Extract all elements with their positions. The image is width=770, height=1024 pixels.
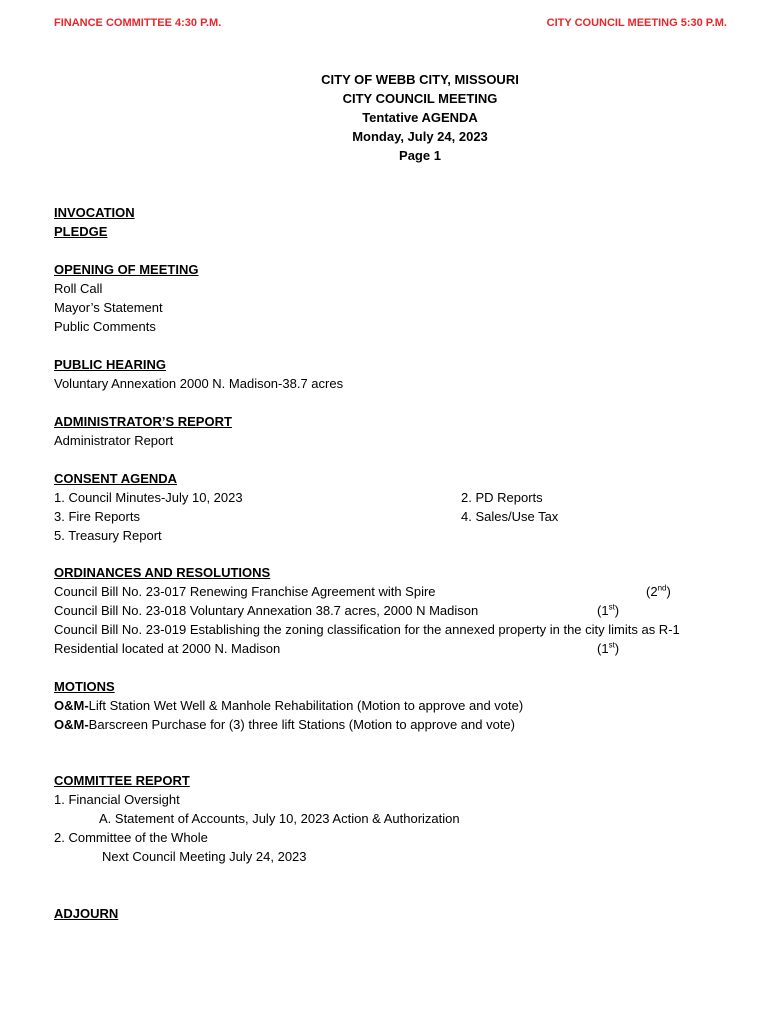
- committee-heading: COMMITTEE REPORT: [54, 773, 190, 788]
- list-item: Mayor’s Statement: [54, 300, 163, 315]
- opening-section: [54, 260, 198, 336]
- consent-heading: CONSENT AGENDA: [54, 471, 178, 486]
- list-item: 1. Council Minutes-July 10, 2023: [54, 490, 243, 505]
- opening-heading: OPENING OF MEETING: [54, 262, 199, 277]
- finance-committee-time: FINANCE COMMITTEE 4:30 P.M.: [54, 17, 222, 29]
- list-item: A. Statement of Accounts, July 10, 2023 Action & Authorization: [99, 811, 460, 826]
- bill2-reading: (1st): [597, 602, 620, 618]
- invocation-section: [54, 203, 135, 241]
- bill1-reading: (2nd): [646, 583, 671, 599]
- city-council-meeting-time: CITY COUNCIL MEETING 5:30 P.M.: [546, 17, 727, 29]
- ordinances-heading: ORDINANCES AND RESOLUTIONS: [54, 565, 271, 580]
- table-row: Residential located at 2000 N. Madison: [54, 641, 281, 656]
- meeting-name: CITY COUNCIL MEETING: [342, 91, 498, 106]
- motions-section: [54, 677, 523, 734]
- public-hearing-section: [54, 355, 343, 393]
- administrator-heading: ADMINISTRATOR’S REPORT: [54, 414, 232, 429]
- pledge-heading: PLEDGE: [54, 224, 108, 239]
- list-item: 2. Committee of the Whole: [54, 830, 208, 845]
- table-row: Council Bill No. 23-018 Voluntary Annexation 38.7 acres, 2000 N Madison: [54, 603, 479, 618]
- list-item: 3. Fire Reports: [54, 509, 140, 524]
- list-item: 5. Treasury Report: [54, 528, 162, 543]
- list-item: 4. Sales/Use Tax: [461, 509, 559, 524]
- list-item: Public Comments: [54, 319, 156, 334]
- adjourn-heading: ADJOURN: [54, 906, 119, 921]
- city-name: CITY OF WEBB CITY, MISSOURI: [321, 72, 519, 87]
- list-item: Administrator Report: [54, 433, 174, 448]
- invocation-heading: INVOCATION: [54, 205, 135, 220]
- list-item: O&M-Lift Station Wet Well & Manhole Rehabilitation (Motion to approve and vote): [54, 698, 524, 713]
- table-row: Council Bill No. 23-017 Renewing Franchise Agreement with Spire: [54, 584, 436, 599]
- list-item: Next Council Meeting July 24, 2023: [102, 849, 307, 864]
- list-item: 2. PD Reports: [461, 490, 543, 505]
- public-hearing-heading: PUBLIC HEARING: [54, 357, 166, 372]
- administrator-section: [54, 412, 232, 450]
- bill3-reading: (1st): [597, 640, 620, 656]
- list-item: 1. Financial Oversight: [54, 792, 180, 807]
- table-row: Council Bill No. 23-019 Establishing the zoning classification for the annexed property in the city limits as R-1: [54, 622, 680, 637]
- page-number: Page 1: [399, 148, 441, 163]
- consent-right-column: [461, 488, 558, 526]
- list-item: Voluntary Annexation 2000 N. Madison-38.7 acres: [54, 376, 344, 391]
- adjourn-section: [54, 904, 118, 923]
- meeting-date: Monday, July 24, 2023: [352, 129, 488, 144]
- list-item: O&M-Barscreen Purchase for (3) three lift Stations (Motion to approve and vote): [54, 717, 515, 732]
- motions-heading: MOTIONS: [54, 679, 115, 694]
- committee-section: [54, 771, 460, 866]
- agenda-label: Tentative AGENDA: [362, 110, 478, 125]
- list-item: Roll Call: [54, 281, 103, 296]
- consent-section: [54, 469, 243, 545]
- ordinances-section: [54, 563, 680, 658]
